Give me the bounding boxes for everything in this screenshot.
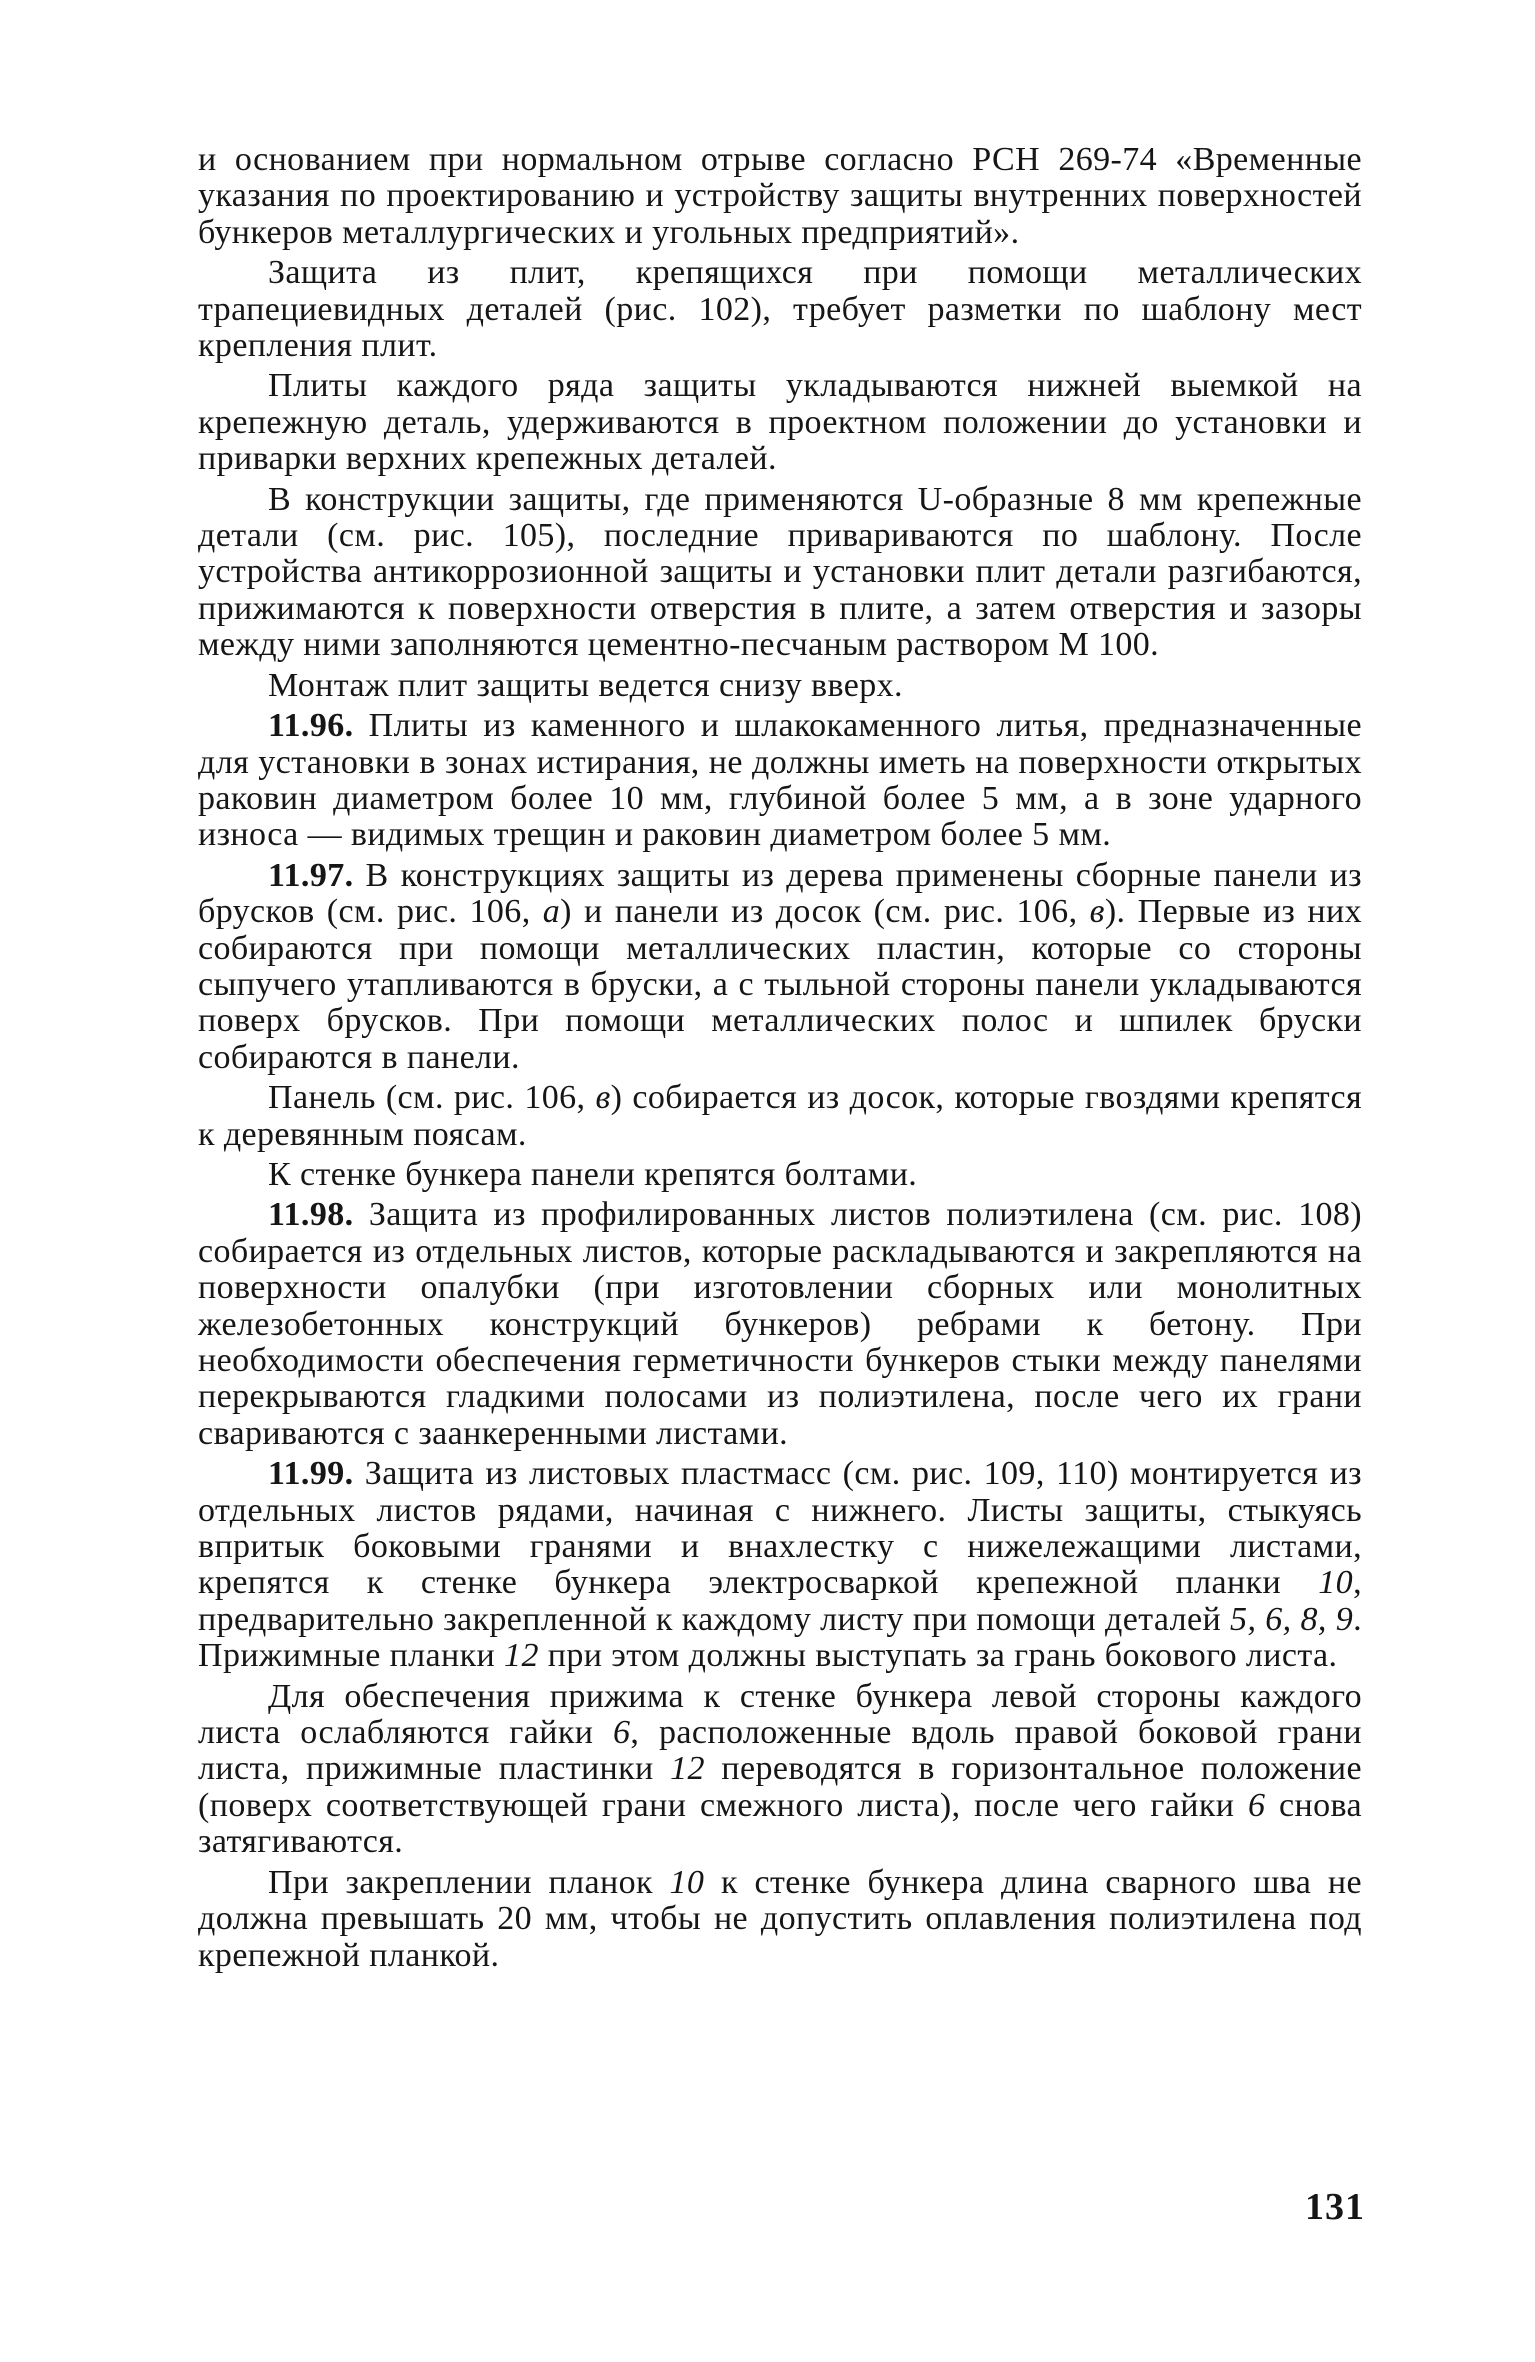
italic-ref: 6 — [1248, 1786, 1266, 1824]
text-run: Защита из плит, крепящихся при помощи металлических трапециевидных деталей (рис. 102), требует разметки по шаблону мест крепления плит. — [198, 254, 1362, 365]
text-run: ) и панели из досок (см. рис. 106, — [560, 893, 1090, 931]
paragraph — [198, 255, 1362, 364]
italic-ref: а — [542, 893, 561, 931]
text-run: , предварительно закрепленной к каждому листу при помощи деталей — [198, 1564, 1362, 1638]
paragraph-11-98 — [198, 1197, 1362, 1452]
text-run: В конструкциях защиты из дерева применены сборные панели из брусков (см. рис. 106, — [198, 856, 1362, 931]
page-body — [198, 142, 1362, 1978]
text-run: к стенке бункера длина сварного шва не должна превышать 20 мм, чтобы не допустить оплавления полиэтилена под крепежной планкой. — [198, 1863, 1362, 1974]
paragraph-11-99 — [198, 1456, 1362, 1674]
text-run: и основанием при нормальном отрыве согласно РСН 269-74 «Временные указания по проектированию и устройству защиты внутренних поверхностей бункеров металлургических и угольных предприятий». — [198, 141, 1362, 251]
text-run: Защита из профилированных листов полиэтилена (см. рис. 108) собирается из отдельных листов, которые раскладываются и закрепляются на поверхности опалубки (при изготовлении сборных или монолитных железобетонных конструкций бункеров) ребрами к бетону. При необходимости обеспечения герметичности бункеров стыки между панелями перекрываются гладкими полосами из полиэтилена, после чего их грани свариваются с заанкеренными листами. — [198, 1196, 1362, 1452]
text-run: В конструкции защиты, где применяются U-образные 8 мм крепежные детали (см. рис. 105), последние привариваются по шаблону. После устройства антикоррозионной защиты и установки плит детали разгибаются, прижимаются к поверхности отверстия в плите, а затем отверстия и зазоры между ними заполняются цементно-песчаным раствором М 100. — [198, 480, 1362, 664]
page-number: 131 — [1305, 2186, 1365, 2228]
italic-ref: в — [1089, 893, 1105, 931]
text-run: При закреплении планок — [268, 1863, 670, 1901]
text-run: , расположенные вдоль правой боковой грани листа, прижимные пластинки — [198, 1714, 1362, 1788]
paragraph-11-97 — [198, 858, 1362, 1076]
text-run: переводятся в горизонтальное положение (поверх соответствующей грани смежного листа), после чего гайки — [198, 1750, 1362, 1824]
text-run: ) собирается из досок, которые гвоздями крепятся к деревянным поясам. — [198, 1079, 1362, 1153]
section-number: 11.96. — [268, 707, 354, 745]
text-run: Монтаж плит защиты ведется снизу вверх. — [268, 666, 903, 704]
paragraph-11-96 — [198, 708, 1362, 854]
text-run: Плиты каждого ряда защиты укладываются нижней выемкой на крепежную деталь, удерживаются в проектном положении до установки и приварки верхних крепежных деталей. — [198, 367, 1362, 478]
italic-ref: 6 — [613, 1714, 631, 1752]
paragraph — [198, 142, 1362, 251]
text-run: Плиты из каменного и шлакокаменного литья, предназначенные для установки в зонах истирания, не должны иметь на поверхности открытых раковин диаметром более 10 мм, глубиной более 5 мм, а в зоне ударного износа — видимых трещин и раковин диаметром более 5 мм. — [198, 707, 1362, 854]
paragraph — [198, 368, 1362, 477]
text-run: К стенке бункера панели крепятся болтами. — [268, 1155, 918, 1193]
paragraph — [198, 1679, 1362, 1861]
paragraph — [198, 1157, 1362, 1193]
text-run: ). Первые из них собираются при помощи металлических пластин, которые со стороны сыпучего утапливаются в бруски, а с тыльной стороны панели укладываются поверх брусков. При помощи металлических полос и шпилек бруски собираются в панели. — [198, 893, 1362, 1076]
paragraph — [198, 482, 1362, 664]
italic-ref: 10 — [669, 1863, 705, 1901]
text-run: Защита из листовых пластмасс (см. рис. 109, 110) монтируется из отдельных листов рядами, начиная с нижнего. Листы защиты, стыкуясь впритык боковыми гранями и внахлестку с нижележащими листами, крепятся к стенке бункера электросваркой крепежной планки — [198, 1455, 1362, 1602]
paragraph — [198, 1080, 1362, 1153]
section-number: 11.98. — [268, 1196, 354, 1234]
section-number: 11.97. — [268, 856, 354, 894]
text-run: Для обеспечения прижима к стенке бункера левой стороны каждого листа ослабляются гайки — [198, 1677, 1362, 1752]
paragraph — [198, 1865, 1362, 1974]
paragraph — [198, 668, 1362, 704]
italic-ref: в — [595, 1079, 611, 1117]
italic-ref: 5, 6, 8, 9 — [1230, 1600, 1354, 1638]
section-number: 11.99. — [268, 1455, 354, 1493]
text-run: Панель (см. рис. 106, — [268, 1079, 596, 1117]
italic-ref: 12 — [670, 1750, 705, 1788]
italic-ref: 12 — [504, 1637, 539, 1675]
italic-ref: 10 — [1318, 1564, 1354, 1602]
text-run: снова затягиваются. — [198, 1786, 1363, 1861]
text-run: . Прижимные планки — [198, 1600, 1363, 1675]
text-run: при этом должны выступать за грань бокового листа. — [538, 1637, 1338, 1675]
